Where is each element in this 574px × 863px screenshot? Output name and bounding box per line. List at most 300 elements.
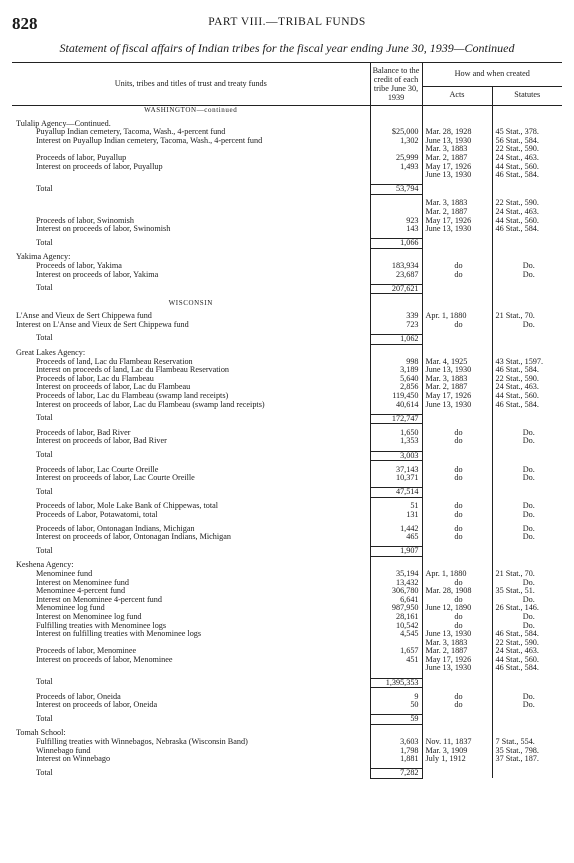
balance-cell: 50 — [370, 701, 422, 710]
balance-cell — [370, 561, 422, 570]
table-row — [12, 358, 562, 367]
fund-title: L'Anse and Vieux de Sert Chippewa fund — [16, 312, 152, 321]
fund-title: Proceeds of labor, Swinomish — [36, 216, 134, 225]
fund-title — [12, 639, 370, 648]
fund-title — [12, 664, 370, 673]
balance-cell: 1,493 — [370, 163, 422, 172]
acts-cell: June 13, 1930 — [422, 225, 492, 234]
statutes-cell — [492, 488, 562, 498]
statutes-cell: 22 Stat., 590. — [495, 374, 539, 383]
acts-cell — [422, 120, 492, 129]
acts-cell — [422, 299, 492, 308]
statutes-cell — [492, 253, 562, 262]
statutes-cell: Do. — [522, 701, 535, 710]
table-row — [12, 579, 562, 588]
statutes-cell — [492, 561, 562, 570]
statutes-cell: Do. — [522, 465, 535, 474]
table-subtitle: Statement of fiscal affairs of Indian tribes for the fiscal year ending June 30, 1939—Continued — [59, 41, 515, 55]
table-row — [12, 128, 562, 137]
statutes-cell — [492, 106, 562, 115]
table-row — [12, 587, 562, 596]
statutes-cell: Do. — [522, 510, 535, 519]
statutes-cell: 43 Stat., 1597. — [495, 357, 544, 366]
total-balance: 59 — [370, 715, 422, 725]
acts-cell — [422, 334, 492, 344]
fiscal-table — [12, 62, 562, 779]
acts-cell: May 17, 1926 — [422, 392, 492, 401]
statutes-cell — [492, 120, 562, 129]
balance-cell: 9 — [370, 693, 422, 702]
acts-cell — [422, 106, 492, 115]
fund-title: Interest on Winnebago — [36, 755, 111, 764]
statutes-cell — [492, 299, 562, 308]
balance-cell: 4,545 — [370, 630, 422, 639]
balance-cell: 6,641 — [370, 596, 422, 605]
total-label: Total — [36, 414, 53, 423]
total-row — [12, 547, 562, 557]
acts-cell: do — [422, 474, 492, 483]
fund-title: Proceeds of labor, Lac du Flambeau — [36, 374, 154, 383]
balance-cell: 51 — [370, 502, 422, 511]
total-label: Total — [36, 546, 53, 555]
statutes-cell: 45 Stat., 378. — [495, 128, 539, 137]
table-row — [12, 154, 562, 163]
table-row — [12, 429, 562, 438]
statutes-cell: 56 Stat., 584. — [495, 136, 539, 145]
fund-title: Interest on proceeds of labor, Menominee — [36, 655, 173, 664]
statutes-cell: 37 Stat., 187. — [495, 755, 539, 764]
col-acts-header: Acts — [422, 86, 492, 105]
section-heading: WASHINGTON—continued — [144, 106, 238, 114]
fund-title: Great Lakes Agency: — [16, 349, 86, 358]
acts-cell: do — [422, 511, 492, 520]
balance-cell: 183,934 — [370, 262, 422, 271]
balance-cell: 1,657 — [370, 647, 422, 656]
fund-title: Keshena Agency: — [16, 561, 74, 570]
fund-title: Puyallup Indian cemetery, Tacoma, Wash., 4-percent fund — [36, 128, 226, 137]
fund-title: Fulfilling treaties with Menominee logs — [36, 621, 167, 630]
statutes-cell: 21 Stat., 70. — [495, 569, 535, 578]
statutes-cell: Do. — [522, 437, 535, 446]
table-row — [12, 755, 562, 764]
table-row — [12, 349, 562, 358]
acts-cell — [422, 253, 492, 262]
acts-cell — [422, 414, 492, 424]
table-row — [12, 622, 562, 631]
fund-title: Interest on proceeds of labor, Oneida — [36, 701, 158, 710]
statutes-cell: 24 Stat., 463. — [495, 153, 539, 162]
table-row — [12, 225, 562, 234]
balance-cell: 998 — [370, 358, 422, 367]
acts-cell: May 17, 1926 — [422, 656, 492, 665]
fund-title — [12, 199, 370, 208]
total-balance: 1,395,353 — [370, 678, 422, 688]
statutes-cell: 22 Stat., 590. — [495, 145, 539, 154]
fund-title: Proceeds of Labor, Potawatomi, total — [36, 510, 158, 519]
statutes-cell: 26 Stat., 146. — [495, 604, 539, 613]
acts-cell: Mar. 2, 1887 — [422, 208, 492, 217]
fund-title: Proceeds of labor, Menominee — [36, 647, 137, 656]
fund-title: Interest on proceeds of labor, Bad River — [36, 437, 167, 446]
acts-cell: Mar. 3, 1883 — [422, 145, 492, 154]
table-row — [12, 321, 562, 330]
table-row — [12, 533, 562, 542]
statutes-cell — [492, 185, 562, 195]
statutes-cell: Do. — [522, 428, 535, 437]
total-row — [12, 414, 562, 424]
balance-cell — [370, 253, 422, 262]
part-title: PART VIII.—TRIBAL FUNDS — [208, 16, 366, 28]
table-row — [12, 208, 562, 217]
table-row — [12, 701, 562, 710]
table-row — [12, 630, 562, 639]
table-row — [12, 199, 562, 208]
balance-cell: 23,687 — [370, 271, 422, 280]
total-row — [12, 334, 562, 344]
statutes-cell: Do. — [522, 261, 535, 270]
fund-title: Proceeds of labor, Mole Lake Bank of Chippewas, total — [36, 502, 219, 511]
acts-cell: May 17, 1926 — [422, 163, 492, 172]
table-row — [12, 366, 562, 375]
balance-cell: 28,161 — [370, 613, 422, 622]
acts-cell — [422, 185, 492, 195]
table-row — [12, 561, 562, 570]
total-balance: 53,794 — [370, 185, 422, 195]
total-row — [12, 488, 562, 498]
fund-title: Interest on proceeds of labor, Lac du Flambeau (swamp land receipts) — [36, 400, 265, 409]
acts-cell: do — [422, 429, 492, 438]
statutes-cell: Do. — [522, 502, 535, 511]
fund-title: Interest on fulfilling treaties with Menominee logs — [36, 630, 202, 639]
table-row — [12, 262, 562, 271]
statutes-cell: Do. — [522, 270, 535, 279]
total-balance: 1,907 — [370, 547, 422, 557]
acts-cell: Mar. 3, 1883 — [422, 639, 492, 648]
table-row — [12, 145, 562, 154]
fund-title: Interest on proceeds of labor, Puyallup — [36, 162, 163, 171]
statutes-cell: 44 Stat., 560. — [495, 216, 539, 225]
total-row — [12, 284, 562, 294]
table-row — [12, 613, 562, 622]
acts-cell: June 13, 1930 — [422, 630, 492, 639]
acts-cell: do — [422, 693, 492, 702]
acts-cell: Mar. 4, 1925 — [422, 358, 492, 367]
statutes-cell: Do. — [522, 692, 535, 701]
table-row — [12, 525, 562, 534]
table-row — [12, 375, 562, 384]
acts-cell: July 1, 1912 — [422, 755, 492, 764]
fund-title: Interest on L'Anse and Vieux de Sert Chippewa fund — [16, 320, 189, 329]
balance-cell: 1,650 — [370, 429, 422, 438]
table-row — [12, 137, 562, 146]
fund-title: Interest on proceeds of labor, Ontonagan Indians, Michigan — [36, 533, 231, 542]
balance-cell — [370, 664, 422, 673]
fund-title: Menominee fund — [36, 569, 93, 578]
section-heading: WISCONSIN — [168, 298, 213, 307]
total-balance: 1,066 — [370, 239, 422, 249]
statutes-cell: 22 Stat., 590. — [495, 199, 539, 208]
acts-cell — [422, 284, 492, 294]
col-units-header: Units, tribes and titles of trust and treaty funds — [12, 63, 370, 106]
acts-cell: Mar. 28, 1908 — [422, 587, 492, 596]
total-balance: 1,062 — [370, 334, 422, 344]
statutes-cell — [492, 769, 562, 779]
table-row — [12, 437, 562, 446]
balance-cell: 2,856 — [370, 383, 422, 392]
balance-cell — [370, 729, 422, 738]
statutes-cell: 21 Stat., 70. — [495, 312, 535, 321]
acts-cell: June 12, 1890 — [422, 604, 492, 613]
balance-cell: 10,371 — [370, 474, 422, 483]
fund-title: Proceeds of labor, Bad River — [36, 428, 131, 437]
table-row — [12, 647, 562, 656]
table-row — [12, 604, 562, 613]
acts-cell: Mar. 3, 1883 — [422, 199, 492, 208]
acts-cell: do — [422, 525, 492, 534]
table-head — [12, 63, 562, 106]
table-row — [12, 120, 562, 129]
total-row — [12, 239, 562, 249]
balance-cell: 723 — [370, 321, 422, 330]
balance-cell: 25,999 — [370, 154, 422, 163]
fund-title: Interest on proceeds of land, Lac du Flambeau Reservation — [36, 366, 230, 375]
col-how-when-header: How and when created — [422, 63, 562, 87]
balance-cell — [370, 106, 422, 115]
balance-cell: 35,194 — [370, 570, 422, 579]
balance-cell — [370, 120, 422, 129]
fund-title: Interest on proceeds of labor, Lac du Flambeau — [36, 383, 191, 392]
total-balance: 47,514 — [370, 488, 422, 498]
acts-cell — [422, 488, 492, 498]
statutes-cell — [492, 349, 562, 358]
table-body — [12, 106, 562, 779]
acts-cell: do — [422, 622, 492, 631]
statutes-cell: 46 Stat., 584. — [495, 366, 539, 375]
total-balance: 172,747 — [370, 414, 422, 424]
table-row — [12, 664, 562, 673]
balance-cell — [370, 171, 422, 180]
acts-cell: May 17, 1926 — [422, 217, 492, 226]
statutes-cell: 46 Stat., 584. — [495, 630, 539, 639]
statutes-cell: 46 Stat., 584. — [495, 664, 539, 673]
table-row — [12, 570, 562, 579]
acts-cell: do — [422, 579, 492, 588]
statutes-cell: Do. — [522, 578, 535, 587]
acts-cell: do — [422, 262, 492, 271]
balance-cell: 13,432 — [370, 579, 422, 588]
table-row — [12, 383, 562, 392]
fund-title: Yakima Agency: — [16, 253, 71, 262]
fund-title: Proceeds of labor, Lac Courte Oreille — [36, 465, 159, 474]
statutes-cell: 24 Stat., 463. — [495, 647, 539, 656]
acts-cell: do — [422, 321, 492, 330]
fund-title: Fulfilling treaties with Winnebagos, Nebraska (Wisconsin Band) — [36, 738, 248, 747]
col-statutes-header: Statutes — [492, 86, 562, 105]
statutes-cell: 24 Stat., 463. — [495, 383, 539, 392]
statutes-cell: 22 Stat., 590. — [495, 638, 539, 647]
acts-cell — [422, 769, 492, 779]
balance-cell — [370, 299, 422, 308]
statutes-cell: 35 Stat., 798. — [495, 746, 539, 755]
balance-cell: 3,189 — [370, 366, 422, 375]
total-label: Total — [36, 334, 53, 343]
table-row — [12, 392, 562, 401]
statutes-cell: 35 Stat., 51. — [495, 587, 535, 596]
balance-cell: 465 — [370, 533, 422, 542]
statutes-cell: 46 Stat., 584. — [495, 171, 539, 180]
statutes-cell: 46 Stat., 584. — [495, 400, 539, 409]
total-label: Total — [36, 284, 53, 293]
statutes-cell: Do. — [522, 524, 535, 533]
total-row — [12, 715, 562, 725]
total-label: Total — [36, 714, 53, 723]
balance-cell: 451 — [370, 656, 422, 665]
acts-cell: do — [422, 533, 492, 542]
table-row — [12, 171, 562, 180]
acts-cell: Mar. 3, 1883 — [422, 375, 492, 384]
acts-cell: Mar. 2, 1887 — [422, 647, 492, 656]
balance-cell — [370, 145, 422, 154]
section-row — [12, 299, 562, 308]
balance-cell: 119,450 — [370, 392, 422, 401]
statutes-cell — [492, 451, 562, 461]
total-row — [12, 451, 562, 461]
statutes-cell: Do. — [522, 474, 535, 483]
statutes-cell: 46 Stat., 584. — [495, 225, 539, 234]
total-balance: 3,003 — [370, 451, 422, 461]
fund-title: Interest on proceeds of labor, Yakima — [36, 270, 159, 279]
balance-cell: 10,542 — [370, 622, 422, 631]
acts-cell: Apr. 1, 1880 — [422, 312, 492, 321]
table-row — [12, 466, 562, 475]
acts-cell: do — [422, 437, 492, 446]
fund-title: Proceeds of land, Lac du Flambeau Reservation — [36, 357, 193, 366]
balance-cell: 5,640 — [370, 375, 422, 384]
table-row — [12, 729, 562, 738]
fund-title: Proceeds of labor, Yakima — [36, 261, 122, 270]
acts-cell: Mar. 28, 1928 — [422, 128, 492, 137]
table-row — [12, 253, 562, 262]
table-row — [12, 511, 562, 520]
acts-cell: do — [422, 271, 492, 280]
acts-cell: do — [422, 502, 492, 511]
table-row — [12, 312, 562, 321]
acts-cell: Mar. 3, 1909 — [422, 747, 492, 756]
acts-cell — [422, 561, 492, 570]
total-row — [12, 185, 562, 195]
acts-cell — [422, 729, 492, 738]
balance-cell — [370, 199, 422, 208]
fund-title: Interest on Menominee 4-percent fund — [36, 595, 162, 604]
fund-title: Proceeds of labor, Lac du Flambeau (swamp land receipts) — [36, 392, 229, 401]
balance-cell: 143 — [370, 225, 422, 234]
fund-title: Proceeds of labor, Puyallup — [36, 153, 127, 162]
balance-cell: 306,780 — [370, 587, 422, 596]
fund-title — [12, 171, 370, 180]
total-label: Total — [36, 487, 53, 496]
statutes-cell — [492, 729, 562, 738]
balance-cell: 339 — [370, 312, 422, 321]
fund-title: Interest on Menominee log fund — [36, 612, 142, 621]
acts-cell: do — [422, 701, 492, 710]
acts-cell — [422, 678, 492, 688]
acts-cell: June 13, 1930 — [422, 401, 492, 410]
fund-title: Proceeds of labor, Oneida — [36, 692, 121, 701]
balance-cell: 1,353 — [370, 437, 422, 446]
statutes-cell — [492, 547, 562, 557]
fund-title: Tulalip Agency—Continued. — [16, 119, 111, 128]
page-number: 828 — [12, 14, 38, 33]
fund-title: Menominee log fund — [36, 604, 105, 613]
table-row — [12, 738, 562, 747]
statutes-cell: Do. — [522, 320, 535, 329]
statutes-cell: Do. — [522, 533, 535, 542]
statutes-cell — [492, 284, 562, 294]
balance-cell: 40,614 — [370, 401, 422, 410]
acts-cell — [422, 715, 492, 725]
table-row — [12, 401, 562, 410]
balance-cell: 37,143 — [370, 466, 422, 475]
balance-cell — [370, 639, 422, 648]
fund-title: Interest on proceeds of labor, Swinomish — [36, 225, 171, 234]
table-row — [12, 747, 562, 756]
statutes-cell: Do. — [522, 621, 535, 630]
balance-cell: 1,881 — [370, 755, 422, 764]
balance-cell — [370, 208, 422, 217]
total-balance: 7,282 — [370, 769, 422, 779]
statutes-cell — [492, 414, 562, 424]
table-row — [12, 217, 562, 226]
fund-title: Winnebago fund — [36, 746, 91, 755]
fund-title — [12, 208, 370, 217]
balance-cell: 987,950 — [370, 604, 422, 613]
fund-title: Proceeds of labor, Ontonagan Indians, Michigan — [36, 524, 195, 533]
fund-title: Tomah School: — [16, 729, 66, 738]
acts-cell: do — [422, 613, 492, 622]
fund-title — [12, 145, 370, 154]
page-header — [12, 14, 562, 34]
table-row — [12, 693, 562, 702]
statutes-cell — [492, 715, 562, 725]
statutes-cell: Do. — [522, 595, 535, 604]
statutes-cell — [492, 239, 562, 249]
acts-cell: do — [422, 596, 492, 605]
balance-cell: 1,302 — [370, 137, 422, 146]
total-row — [12, 769, 562, 779]
acts-cell — [422, 239, 492, 249]
total-row — [12, 678, 562, 688]
balance-cell: $25,000 — [370, 128, 422, 137]
col-balance-header: Balance to the credit of each tribe June 30, 1939 — [370, 63, 422, 106]
table-row — [12, 596, 562, 605]
acts-cell — [422, 451, 492, 461]
total-balance: 207,621 — [370, 284, 422, 294]
table-row — [12, 639, 562, 648]
statutes-cell — [492, 334, 562, 344]
table-row — [12, 271, 562, 280]
total-label: Total — [36, 451, 53, 459]
total-label: Total — [36, 768, 53, 777]
statutes-cell: 7 Stat., 554. — [495, 738, 535, 747]
table-row — [12, 656, 562, 665]
statutes-cell: 44 Stat., 560. — [495, 162, 539, 171]
acts-cell: June 13, 1930 — [422, 137, 492, 146]
balance-cell — [370, 349, 422, 358]
total-label: Total — [36, 184, 53, 193]
table-row — [12, 502, 562, 511]
acts-cell: do — [422, 466, 492, 475]
acts-cell: Mar. 2, 1887 — [422, 154, 492, 163]
